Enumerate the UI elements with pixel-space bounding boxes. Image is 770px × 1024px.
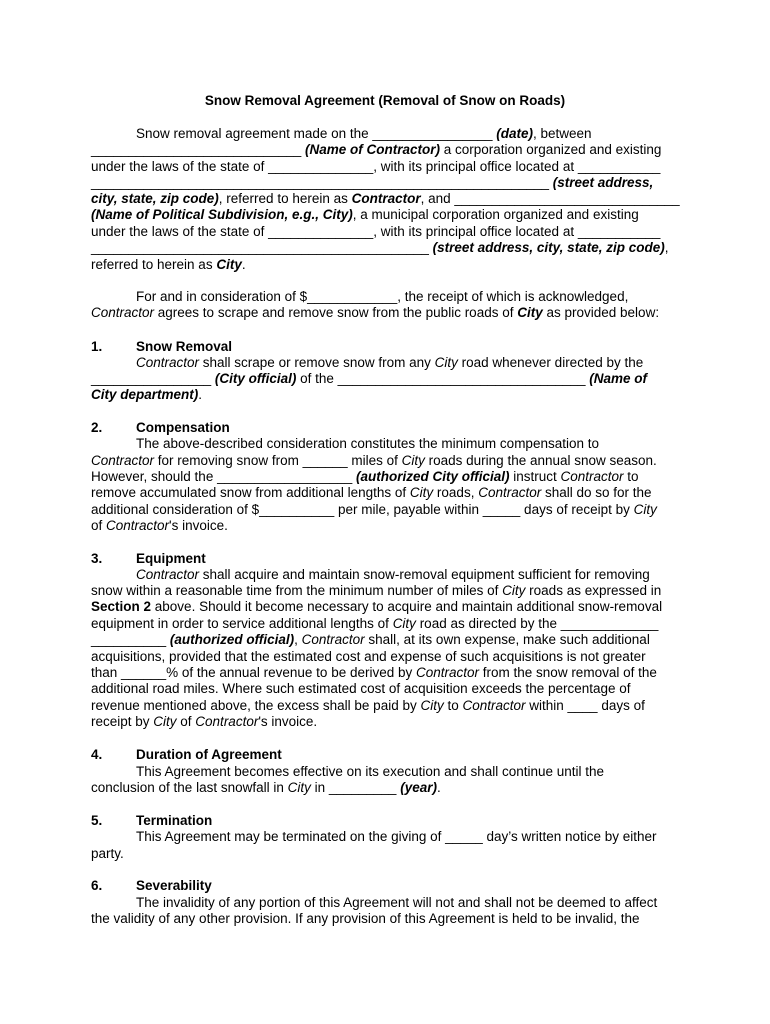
term-contractor: Contractor bbox=[416, 665, 480, 680]
text: snow within a reasonable time from the minimum number of miles of bbox=[91, 583, 503, 598]
s4-line-2 bbox=[91, 780, 441, 796]
s2-line-6 bbox=[91, 518, 228, 534]
text: revenue mentioned above, the excess shall be paid by bbox=[91, 698, 421, 713]
intro-line-4 bbox=[91, 175, 653, 191]
section-reference: Section 2 bbox=[91, 599, 152, 614]
term-contractor: Contractor bbox=[301, 632, 365, 647]
term-city: City bbox=[392, 616, 416, 631]
section-3-number: 3. bbox=[91, 551, 103, 566]
text: instruct bbox=[509, 469, 561, 484]
section-2-number: 2. bbox=[91, 420, 103, 435]
text: _____________________________________________ bbox=[91, 240, 433, 255]
s1-line-1 bbox=[136, 355, 643, 371]
text: of bbox=[91, 518, 107, 533]
section-5-heading: Termination bbox=[136, 813, 213, 828]
text: shall, at its own expense, make such additional bbox=[364, 632, 650, 647]
text: agrees to scrape and remove snow from the public roads of bbox=[154, 305, 518, 320]
placeholder-city-official: (City official) bbox=[214, 371, 297, 386]
term-city: City bbox=[633, 502, 657, 517]
text: ____________________________ bbox=[91, 142, 305, 157]
term-city: City bbox=[502, 583, 526, 598]
text: However, should the __________________ bbox=[91, 469, 356, 484]
text: equipment in order to service additional lengths of bbox=[91, 616, 393, 631]
consideration-line-2 bbox=[91, 305, 659, 321]
text: , bbox=[294, 632, 302, 647]
text: roads during the annual snow season. bbox=[424, 453, 657, 468]
text: of bbox=[176, 714, 196, 729]
text: of the _________________________________ bbox=[296, 371, 590, 386]
placeholder-address: (street address, city, state, zip code) bbox=[432, 240, 665, 255]
placeholder-date: (date) bbox=[496, 126, 534, 141]
placeholder-authorized-city-official: (authorized City official) bbox=[355, 469, 510, 484]
consideration-line-1: For and in consideration of $____________, the receipt of which is acknowledged, bbox=[136, 289, 629, 304]
term-city: City bbox=[517, 305, 543, 320]
text: , referred to herein as bbox=[218, 191, 352, 206]
term-contractor: Contractor bbox=[106, 518, 170, 533]
s3-line-7 bbox=[91, 665, 657, 681]
term-contractor: Contractor bbox=[91, 305, 155, 320]
term-city: City bbox=[216, 257, 242, 272]
text: . bbox=[198, 387, 203, 402]
text: __________ bbox=[91, 632, 170, 647]
term-contractor: Contractor bbox=[195, 714, 259, 729]
placeholder-street-address: (street address, bbox=[552, 175, 654, 190]
s3-line-2 bbox=[91, 583, 661, 599]
s1-line-3 bbox=[91, 387, 202, 403]
s3-line-1 bbox=[136, 567, 650, 583]
term-city: City bbox=[420, 698, 444, 713]
text: shall scrape or remove snow from any bbox=[199, 355, 435, 370]
s3-line-8: additional road miles. Where such estimated cost of acquisition exceeds the percentage of bbox=[91, 681, 631, 696]
intro-line-6 bbox=[91, 207, 639, 223]
text: 's invoice. bbox=[258, 714, 318, 729]
text: to bbox=[623, 469, 639, 484]
text: from the snow removal of the bbox=[479, 665, 657, 680]
section-4-heading: Duration of Agreement bbox=[136, 747, 282, 762]
text: _____________________________________________________________ bbox=[91, 175, 553, 190]
term-contractor: Contractor bbox=[560, 469, 624, 484]
text: as provided below: bbox=[542, 305, 660, 320]
term-city: City bbox=[434, 355, 458, 370]
document-title: Snow Removal Agreement (Removal of Snow on Roads) bbox=[204, 93, 566, 108]
text: , and ______________________________ bbox=[420, 191, 680, 206]
section-1-number: 1. bbox=[91, 339, 103, 354]
s1-line-2 bbox=[91, 371, 647, 387]
s2-line-5 bbox=[91, 502, 657, 518]
section-4-number: 4. bbox=[91, 747, 103, 762]
placeholder-year: (year) bbox=[400, 780, 437, 795]
term-contractor: Contractor bbox=[462, 698, 526, 713]
text: roads, bbox=[433, 485, 479, 500]
text: remove accumulated snow from additional lengths of bbox=[91, 485, 410, 500]
s5-line-2: party. bbox=[91, 846, 124, 861]
term-contractor: Contractor bbox=[351, 191, 421, 206]
placeholder-authorized-official: (authorized official) bbox=[169, 632, 295, 647]
s2-line-2 bbox=[91, 453, 657, 469]
s2-line-4 bbox=[91, 485, 652, 501]
s2-line-3 bbox=[91, 469, 639, 485]
placeholder-contractor-name: (Name of Contractor) bbox=[304, 142, 440, 157]
s3-line-4 bbox=[91, 616, 658, 632]
text: , a municipal corporation organized and existing bbox=[352, 207, 639, 222]
intro-line-5 bbox=[91, 191, 680, 207]
term-contractor: Contractor bbox=[91, 453, 155, 468]
text: , between bbox=[533, 126, 592, 141]
text: receipt by bbox=[91, 714, 154, 729]
term-contractor: Contractor bbox=[478, 485, 542, 500]
section-3-heading: Equipment bbox=[136, 551, 206, 566]
section-6-heading: Severability bbox=[136, 878, 212, 893]
text: , bbox=[664, 240, 669, 255]
section-2-heading: Compensation bbox=[136, 420, 230, 435]
text: a corporation organized and existing bbox=[440, 142, 662, 157]
intro-line-3: under the laws of the state of ______________, with its principal office located at ___________ bbox=[91, 159, 661, 174]
intro-line-1 bbox=[136, 126, 592, 142]
text: to bbox=[443, 698, 463, 713]
text: than ______% of the annual revenue to be derived by bbox=[91, 665, 416, 680]
text: additional consideration of $__________ per mile, payable within _____ days of receipt by bbox=[91, 502, 634, 517]
text: shall do so for the bbox=[541, 485, 652, 500]
s3-line-6: acquisitions, provided that the estimated cost and expense of such acquisitions is not greater bbox=[91, 649, 646, 664]
text: shall acquire and maintain snow-removal equipment sufficient for removing bbox=[199, 567, 650, 582]
s3-line-5 bbox=[91, 632, 650, 648]
section-1-heading: Snow Removal bbox=[136, 339, 233, 354]
text: . bbox=[436, 780, 441, 795]
text: road whenever directed by the bbox=[457, 355, 644, 370]
text: ________________ bbox=[91, 371, 215, 386]
s6-line-1: The invalidity of any portion of this Agreement will not and shall not be deemed to affect bbox=[136, 895, 658, 910]
placeholder-city-state-zip: city, state, zip code) bbox=[91, 191, 219, 206]
text: in _________ bbox=[310, 780, 401, 795]
section-6-number: 6. bbox=[91, 878, 103, 893]
s5-line-1: This Agreement may be terminated on the giving of _____ day’s written notice by either bbox=[136, 829, 657, 844]
text: 's invoice. bbox=[169, 518, 228, 533]
intro-line-2 bbox=[91, 142, 661, 158]
s3-line-9 bbox=[91, 698, 645, 714]
term-city: City bbox=[401, 453, 425, 468]
s3-line-10 bbox=[91, 714, 317, 730]
text: roads as expressed in bbox=[525, 583, 662, 598]
text: above. Should it become necessary to acquire and maintain additional snow-removal bbox=[151, 599, 663, 614]
s2-line-1: The above-described consideration constitutes the minimum compensation to bbox=[136, 436, 599, 451]
intro-line-9 bbox=[91, 257, 246, 273]
placeholder-city-department: City department) bbox=[91, 387, 199, 402]
term-contractor: Contractor bbox=[136, 567, 200, 582]
text: for removing snow from ______ miles of bbox=[154, 453, 402, 468]
s3-line-3 bbox=[91, 599, 662, 615]
term-city: City bbox=[409, 485, 434, 500]
section-5-number: 5. bbox=[91, 813, 103, 828]
text: referred to herein as bbox=[91, 257, 217, 272]
intro-line-8 bbox=[91, 240, 668, 256]
text: road as directed by the _____________ bbox=[415, 616, 659, 631]
text: Snow removal agreement made on the ________________ bbox=[136, 126, 497, 141]
term-contractor: Contractor bbox=[136, 355, 200, 370]
text: conclusion of the last snowfall in bbox=[91, 780, 288, 795]
term-city: City bbox=[287, 780, 311, 795]
s4-line-1: This Agreement becomes effective on its execution and shall continue until the bbox=[136, 764, 605, 779]
intro-line-7: under the laws of the state of ______________, with its principal office located at ___________ bbox=[91, 224, 661, 239]
placeholder-name: (Name of bbox=[589, 371, 647, 386]
text: within ____ days of bbox=[525, 698, 645, 713]
text: . bbox=[241, 257, 246, 272]
term-city: City bbox=[153, 714, 177, 729]
s6-line-2: the validity of any other provision. If any provision of this Agreement is held to be invalid, the bbox=[91, 911, 640, 926]
placeholder-political-subdivision: (Name of Political Subdivision, e.g., City) bbox=[91, 207, 353, 222]
